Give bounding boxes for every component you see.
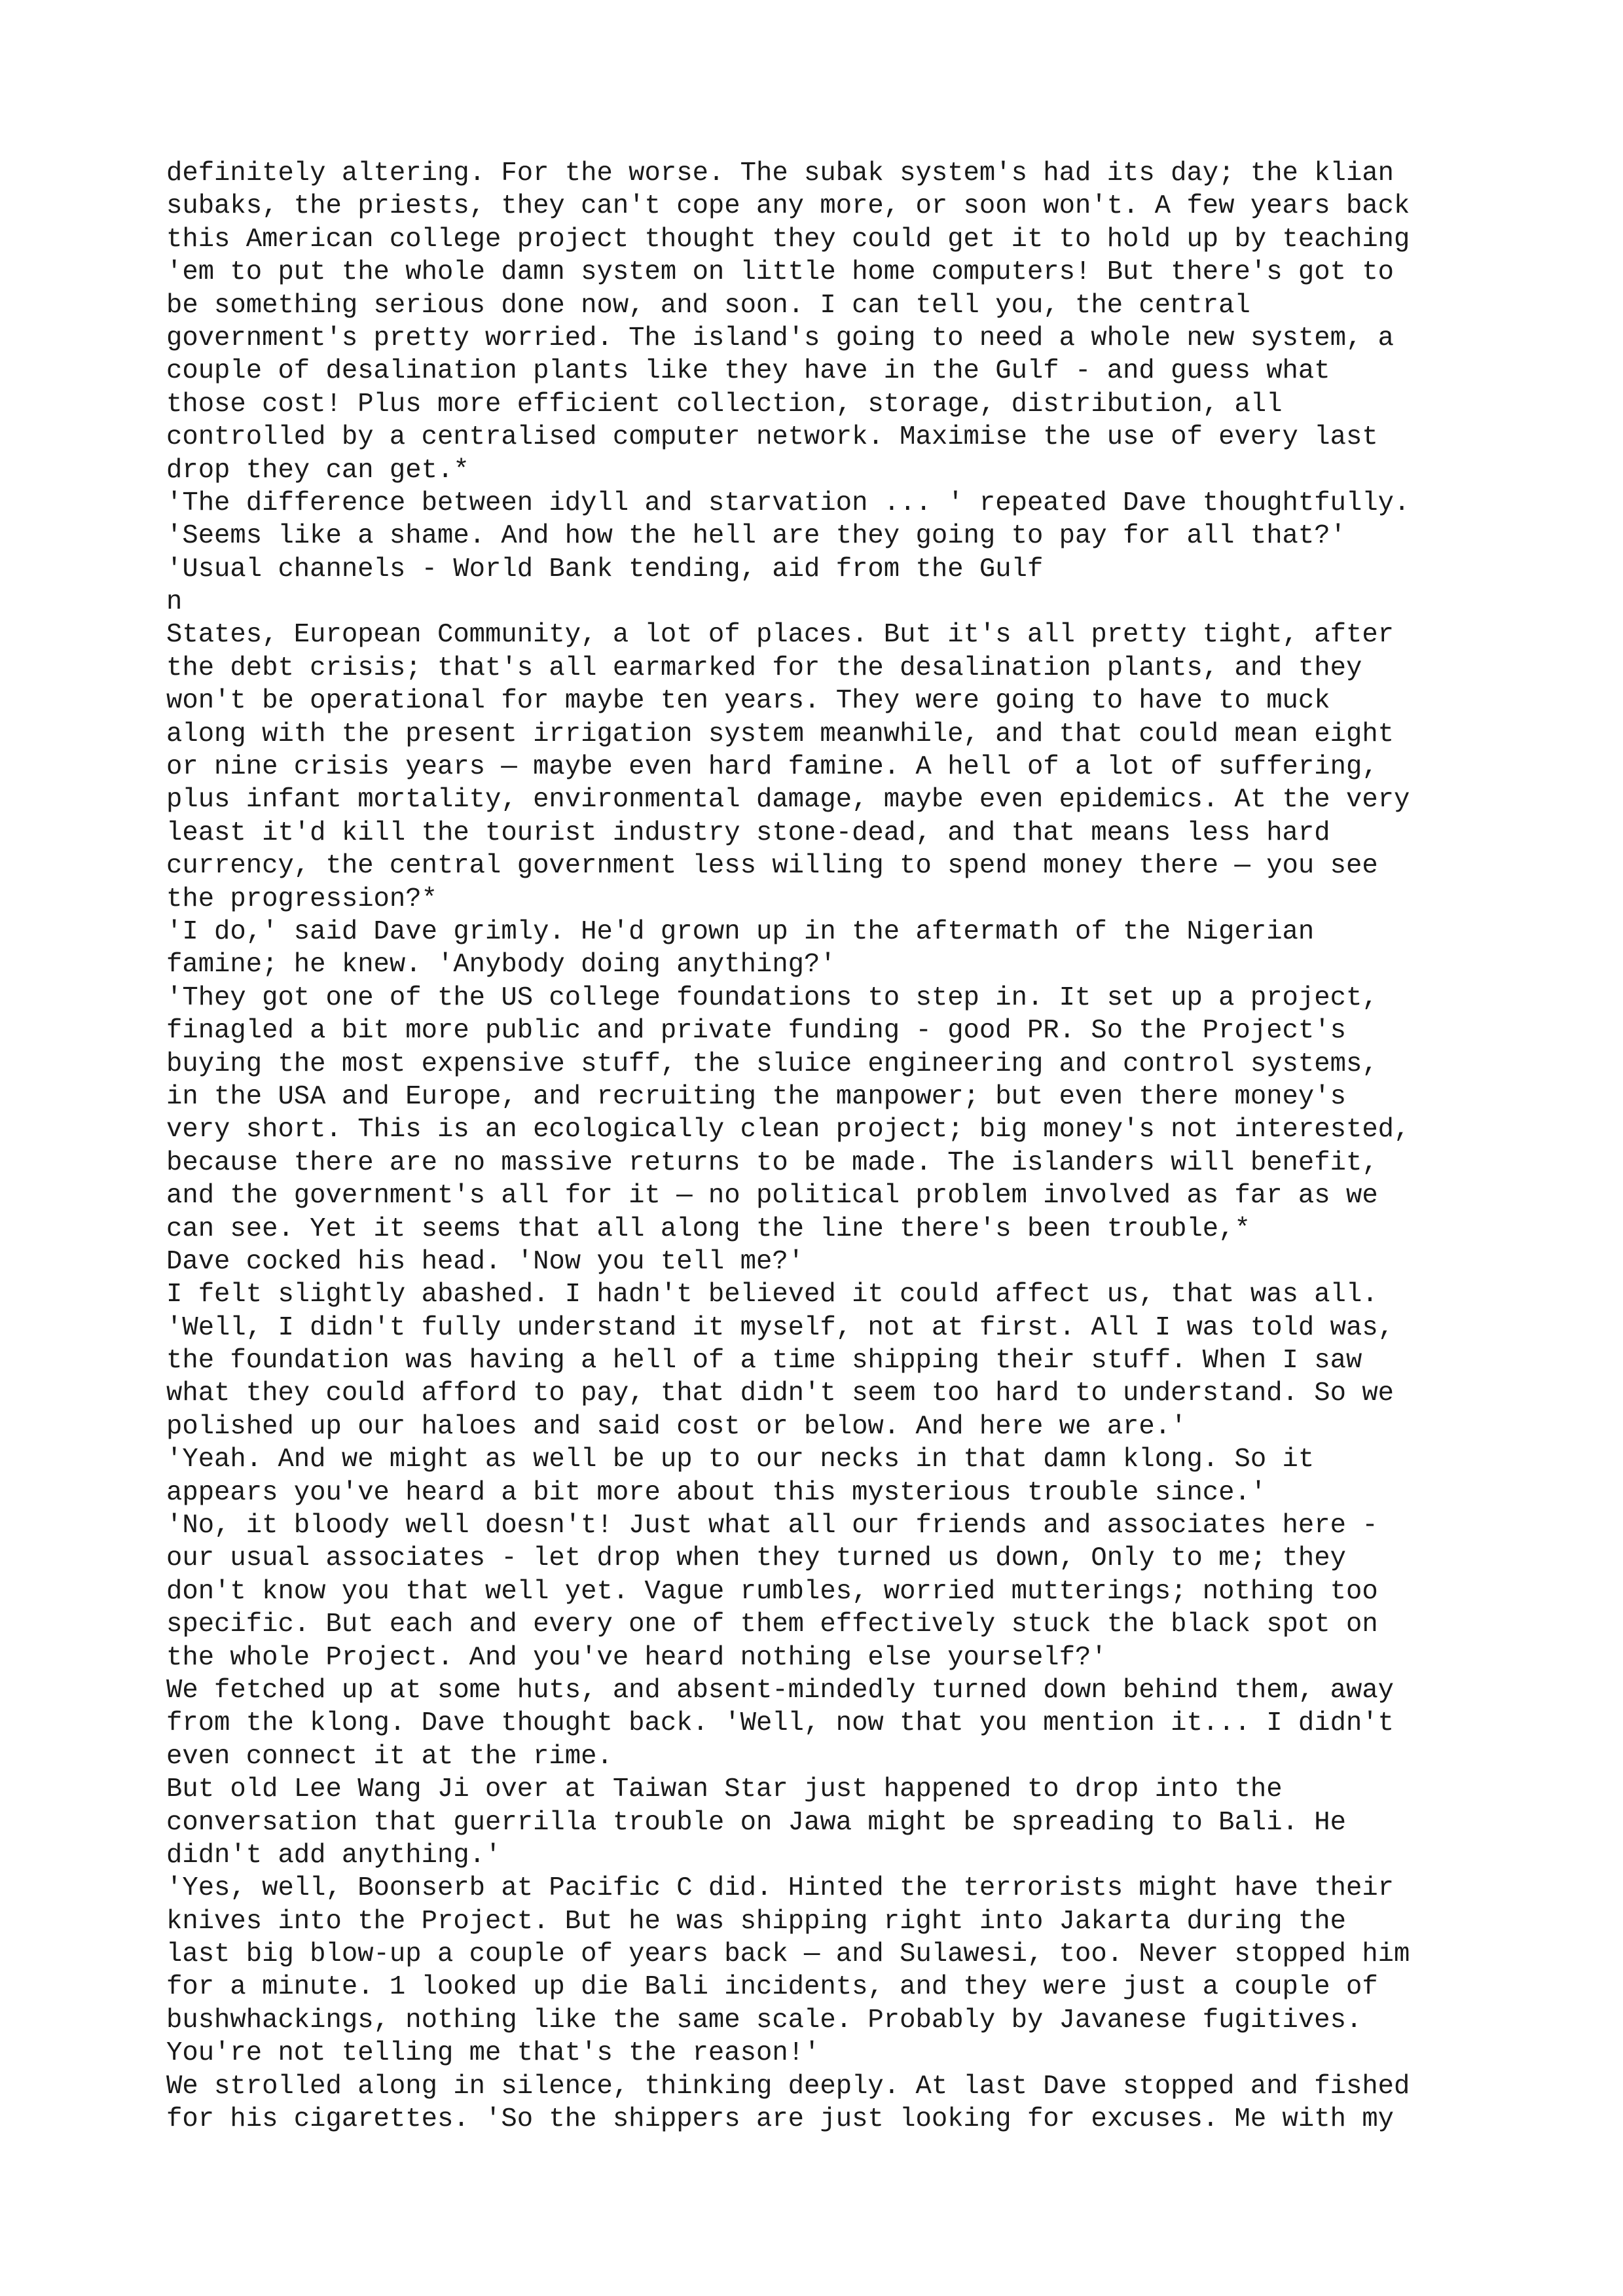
text-line: couple of desalination plants like they have in the Gulf - and guess what <box>166 356 1330 387</box>
text-line: definitely altering. For the worse. The subak system's had its day; the klian <box>166 158 1395 188</box>
text-line: 'They got one of the US college foundations to step in. It set up a project, <box>166 982 1378 1013</box>
text-line: what they could afford to pay, that didn't seem too hard to understand. So we <box>166 1378 1395 1409</box>
text-line: famine; he knew. 'Anybody doing anything?' <box>166 950 836 980</box>
text-line: because there are no massive returns to be made. The islanders will benefit, <box>166 1147 1378 1178</box>
text-line: least it'd kill the tourist industry stone-dead, and that means less hard <box>166 817 1330 848</box>
text-line: for a minute. 1 looked up die Bali incidents, and they were just a couple of <box>166 1972 1378 2003</box>
text-line: 'Well, I didn't fully understand it myself, not at first. All I was told was, <box>166 1312 1395 1343</box>
text-line: very short. This is an ecologically clean project; big money's not interested, <box>166 1115 1410 1145</box>
text-line: last big blow-up a couple of years back — and Sulawesi, too. Never stopped him <box>166 1939 1410 1970</box>
text-line: plus infant mortality, environmental damage, maybe even epidemics. At the very <box>166 785 1410 816</box>
text-line: 'em to put the whole damn system on little home computers! But there's got to <box>166 257 1395 288</box>
text-line: 'Yeah. And we might as well be up to our necks in that damn klong. So it <box>166 1444 1315 1475</box>
text-line: 'No, it bloody well doesn't! Just what all our friends and associates here - <box>166 1511 1378 1541</box>
text-line: currency, the central government less willing to spend money there — you see <box>166 851 1378 882</box>
text-line: conversation that guerrilla trouble on Jawa might be spreading to Bali. He <box>166 1807 1346 1838</box>
text-line: But old Lee Wang Ji over at Taiwan Star just happened to drop into the <box>166 1774 1283 1805</box>
text-line: and the government's all for it — no political problem involved as far as we <box>166 1181 1378 1211</box>
text-line: bushwhackings, nothing like the same scale. Probably by Javanese fugitives. <box>166 2005 1362 2036</box>
text-line: I felt slightly abashed. I hadn't believed it could affect us, that was all. <box>166 1280 1378 1310</box>
text-line: won't be operational for maybe ten years. They were going to have to muck <box>166 686 1330 717</box>
text-line: n <box>166 587 183 618</box>
text-line: drop they can get.* <box>166 455 469 486</box>
text-line: the whole Project. And you've heard nothing else yourself?' <box>166 1642 1107 1673</box>
text-line: buying the most expensive stuff, the sluice engineering and control systems, <box>166 1049 1378 1079</box>
text-line: don't know you that well yet. Vague rumbles, worried mutterings; nothing too <box>166 1576 1378 1607</box>
text-line: controlled by a centralised computer network. Maximise the use of every last <box>166 422 1378 453</box>
text-line: this American college project thought they could get it to hold up by teaching <box>166 224 1410 255</box>
text-line: didn't add anything.' <box>166 1840 501 1871</box>
text-line: We strolled along in silence, thinking deeply. At last Dave stopped and fished <box>166 2071 1410 2102</box>
text-line: appears you've heard a bit more about this mysterious trouble since.' <box>166 1477 1267 1508</box>
text-line: 'Seems like a shame. And how the hell are they going to pay for all that?' <box>166 521 1346 552</box>
text-line: for his cigarettes. 'So the shippers are just looking for excuses. Me with my <box>166 2104 1395 2135</box>
text-line: knives into the Project. But he was shipping right into Jakarta during the <box>166 1906 1346 1937</box>
text-line: be something serious done now, and soon. I can tell you, the central <box>166 290 1250 321</box>
text-line: can see. Yet it seems that all along the line there's been trouble,* <box>166 1213 1250 1244</box>
text-line: the progression?* <box>166 884 437 914</box>
text-line: polished up our haloes and said cost or below. And here we are.' <box>166 1411 1187 1442</box>
text-line: from the klong. Dave thought back. 'Well, now that you mention it... I didn't <box>166 1708 1395 1739</box>
text-line: in the USA and Europe, and recruiting the manpower; but even there money's <box>166 1081 1346 1112</box>
text-line: those cost! Plus more efficient collection, storage, distribution, all <box>166 389 1283 420</box>
text-line: 'I do,' said Dave grimly. He'd grown up in the aftermath of the Nigerian <box>166 916 1315 947</box>
text-line: We fetched up at some huts, and absent-mindedly turned down behind them, away <box>166 1675 1395 1706</box>
text-line: the debt crisis; that's all earmarked for the desalination plants, and they <box>166 653 1362 683</box>
text-line: even connect it at the rime. <box>166 1741 613 1772</box>
document-page <box>166 157 1476 2136</box>
text-line: along with the present irrigation system meanwhile, and that could mean eight <box>166 719 1395 749</box>
text-line: the foundation was having a hell of a time shipping their stuff. When I saw <box>166 1346 1362 1376</box>
text-line: government's pretty worried. The island's going to need a whole new system, a <box>166 323 1395 353</box>
text-line: 'Yes, well, Boonserb at Pacific C did. Hinted the terrorists might have their <box>166 1873 1395 1904</box>
text-line: subaks, the priests, they can't cope any more, or soon won't. A few years back <box>166 191 1410 222</box>
text-line: specific. But each and every one of them effectively stuck the black spot on <box>166 1609 1378 1640</box>
text-line: or nine crisis years — maybe even hard famine. A hell of a lot of suffering, <box>166 752 1378 783</box>
text-line: Dave cocked his head. 'Now you tell me?' <box>166 1246 805 1277</box>
text-line: 'The difference between idyll and starvation ... ' repeated Dave thoughtfully. <box>166 488 1410 518</box>
text-line: finagled a bit more public and private funding - good PR. So the Project's <box>166 1016 1346 1047</box>
text-line: 'Usual channels - World Bank tending, aid from the Gulf <box>166 554 1044 584</box>
text-line: You're not telling me that's the reason!' <box>166 2038 820 2069</box>
text-line: our usual associates - let drop when they turned us down, Only to me; they <box>166 1543 1346 1574</box>
text-line: States, European Community, a lot of places. But it's all pretty tight, after <box>166 620 1395 651</box>
